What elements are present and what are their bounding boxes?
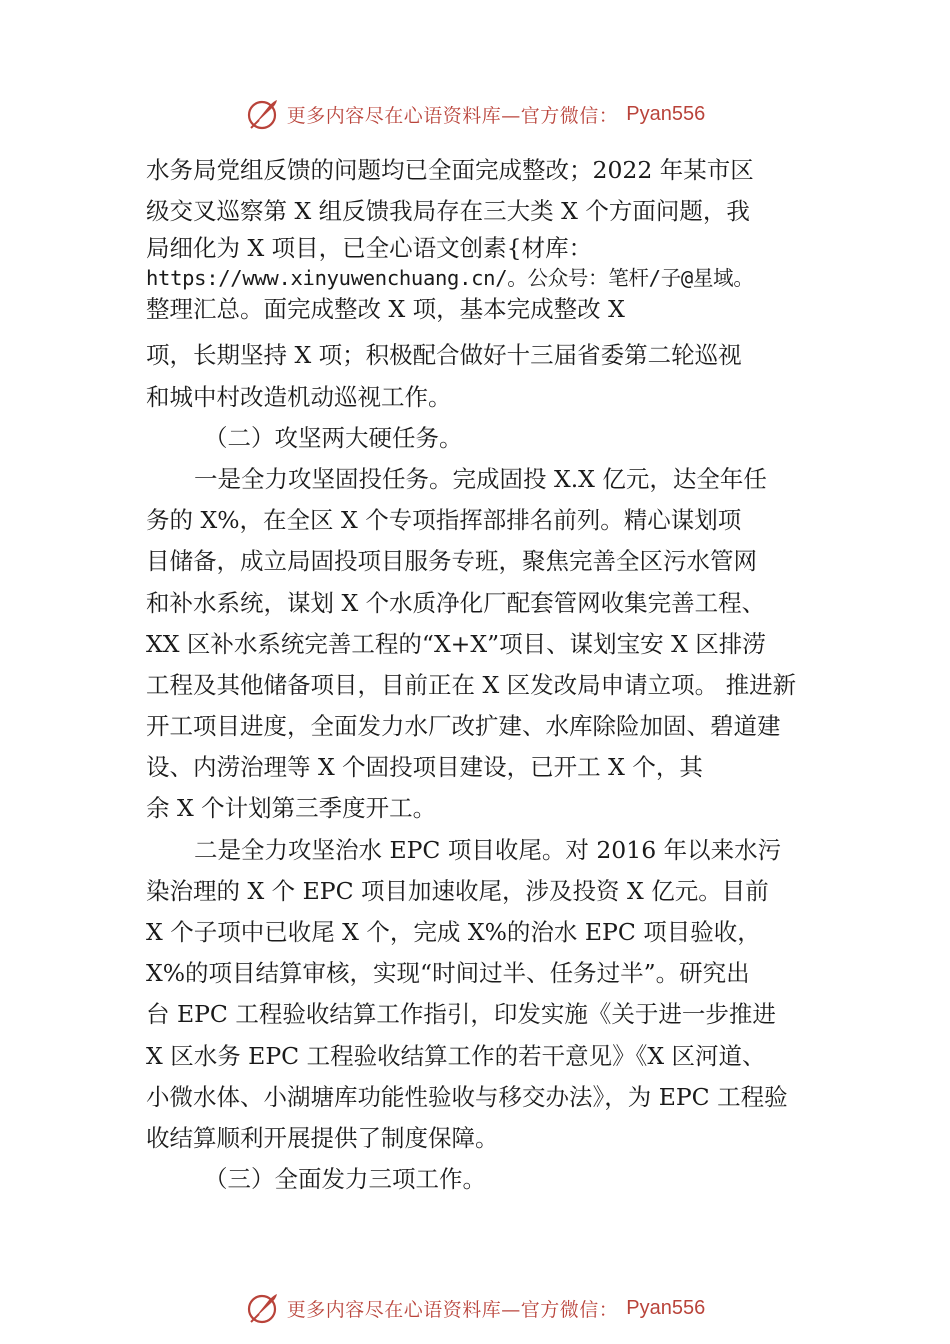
section-heading: （三）全面发力三项工作。: [204, 1165, 486, 1194]
text-line: 项，长期坚持 X 项；积极配合做好十三届省委第二轮巡视: [146, 341, 742, 370]
watermark-handle: Pyan556: [626, 1296, 706, 1319]
watermark-handle: Pyan556: [626, 102, 706, 125]
text-line: 和补水系统，谋划 X 个水质净化厂配套管网收集完善工程、: [146, 588, 766, 617]
paragraph-first-line: 二是全力攻坚治水 EPC 项目收尾。对 2016 年以来水污: [194, 835, 782, 864]
text-line: 台 EPC 工程验收结算工作指引，印发实施《关于进一步推进: [146, 1000, 776, 1029]
paragraph-first-line: 一是全力攻坚固投任务。完成固投 X.X 亿元，达全年任: [194, 464, 767, 493]
text-line: X 个子项中已收尾 X 个，完成 X%的治水 EPC 项目验收，: [146, 918, 761, 946]
text-line: X 区水务 EPC 工程验收结算工作的若干意见》《X 区河道、: [146, 1041, 766, 1070]
text-line: 小微水体、小湖塘库功能性验收与移交办法》，为 EPC 工程验: [146, 1082, 788, 1111]
document-body: [146, 150, 826, 1200]
text-line: 目储备，成立局固投项目服务专班，聚焦完善全区污水管网: [146, 547, 757, 576]
quill-logo-icon: [245, 1290, 281, 1326]
text-line: 工程及其他储备项目，目前正在 X 区发改局申请立项。 推进新: [146, 670, 797, 699]
text-line: 务的 X%，在全区 X 个专项指挥部排名前列。精心谋划项: [146, 506, 742, 535]
text-line: 收结算顺利开展提供了制度保障。: [146, 1123, 499, 1152]
text-line: 水务局党组反馈的问题均已全面完成整改；2022 年某市区: [146, 156, 754, 184]
text-line: 开工项目进度，全面发力水厂改扩建、水库除险加固、碧道建: [146, 712, 781, 741]
quill-logo-icon: [245, 96, 281, 132]
text-line: 染治理的 X 个 EPC 项目加速收尾，涉及投资 X 亿元。目前: [146, 876, 769, 905]
footer-watermark: [0, 1288, 950, 1328]
text-line: X%的项目结算审核，实现“时间过半、任务过半”。研究出: [146, 959, 750, 988]
watermark-text: 更多内容尽在心语资料库—官方微信：: [286, 104, 619, 127]
watermark-text: 更多内容尽在心语资料库—官方微信：: [286, 1298, 619, 1321]
text-line: 局细化为 X 项目，已全心语文创素{材库：: [146, 234, 593, 263]
text-line: 级交叉巡察第 X 组反馈我局存在三大类 X 个方面问题，我: [146, 197, 750, 226]
text-line: XX 区补水系统完善工程的“X+X”项目、谋划宝安 X 区排涝: [146, 629, 766, 658]
text-line: https://www.xinyuwenchuang.cn/。公众号：笔杆/子@星域。: [146, 266, 754, 291]
text-line: 和城中村改造机动巡视工作。: [146, 382, 452, 411]
section-heading: （二）攻坚两大硬任务。: [204, 423, 463, 452]
header-watermark: [0, 94, 950, 134]
text-line: 整理汇总。面完成整改 X 项，基本完成整改 X: [146, 295, 625, 324]
text-line: 余 X 个计划第三季度开工。: [146, 794, 437, 823]
text-line: 设、内涝治理等 X 个固投项目建设，已开工 X 个，其: [146, 753, 703, 782]
